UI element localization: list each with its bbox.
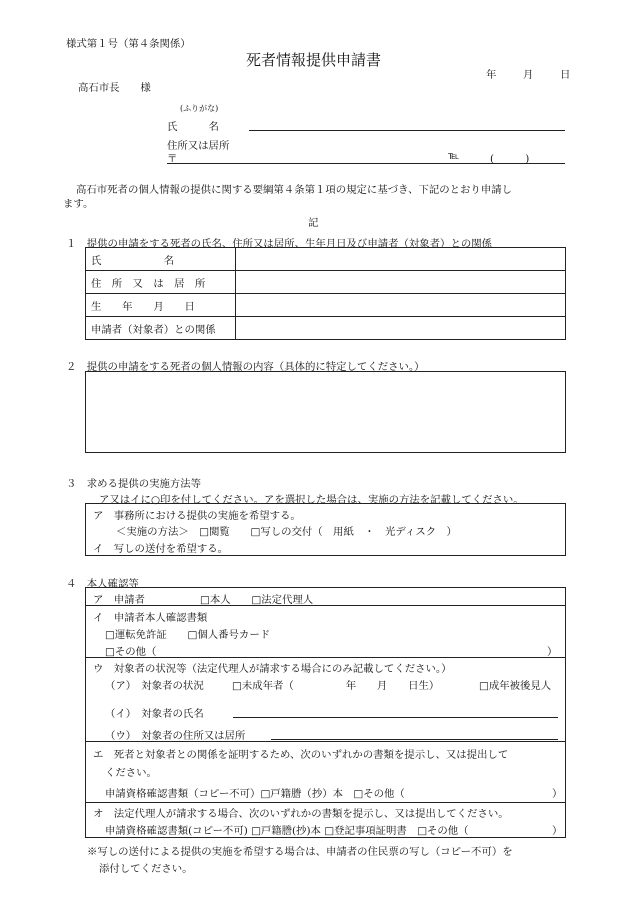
info-content-box[interactable] xyxy=(85,371,566,453)
divider-1 xyxy=(86,605,565,606)
relation-proof-line-2: ください。 xyxy=(105,767,157,779)
subject-name-label: （イ） 対象者の氏名 xyxy=(105,708,204,720)
form-number: 様式第１号（第４条関係） xyxy=(66,38,191,50)
method-options[interactable]: ＜実施の方法＞ □閲覧 □写しの交付（ 用紙 ・ 光ディスク ） xyxy=(116,526,457,538)
section2-heading: ２ 提供の申請をする死者の個人情報の内容（具体的に特定してください。） xyxy=(66,361,425,373)
divider-3 xyxy=(86,741,565,742)
section3-note: ア又はイに○印を付してください。アを選択した場合は、実施の方法を記載してください。 xyxy=(99,494,524,506)
date-year: 年 xyxy=(486,69,497,81)
id-docs-title: イ 申請者本人確認書類 xyxy=(93,612,208,624)
intro-line-1: 高石市死者の個人情報の提供に関する要綱第４条第１項の規定に基づき、下記のとおり申請し xyxy=(76,184,512,196)
subject-status-title: ウ 対象者の状況等（法定代理人が請求する場合にのみ記載してください。） xyxy=(93,663,452,675)
addressee: 高石市長 様 xyxy=(78,82,151,94)
tel-label: ℡ xyxy=(448,150,460,162)
applicant-type-options[interactable]: □本人 □法定代理人 xyxy=(200,594,314,606)
applicant-address-label: 住所又は居所 xyxy=(167,140,230,152)
section1-heading: １ 提供の申請をする死者の氏名、住所又は居所、生年月日及び申請者（対象者）との関係 xyxy=(66,238,493,250)
subject-status-ward[interactable]: □成年被後見人 xyxy=(479,680,552,692)
applicant-type-label: ア 申請者 xyxy=(93,594,145,606)
footnote-line-1: ※写しの送付による提供の実施を希望する場合は、申請者の住民票の写し（コピー不可）を xyxy=(87,846,513,858)
row-value-name[interactable] xyxy=(236,248,566,271)
relation-proof-line-1: エ 死者と対象者との関係を証明するため、次のいずれかの書類を提示し、又は提出して xyxy=(93,749,509,761)
divider-2 xyxy=(86,657,565,658)
divider-4 xyxy=(86,802,565,803)
intro-line-2: ます。 xyxy=(63,198,94,210)
subject-status-label: （ア） 対象者の状況 xyxy=(105,680,204,692)
ki-mark: 記 xyxy=(308,217,319,229)
row-label-name: 氏 名 xyxy=(86,248,236,271)
agent-docs-options[interactable]: 申請資格確認書類(コピー不可) □戸籍謄(抄)本 □登記事項証明書 □その他（ xyxy=(105,825,469,837)
subject-address-label: （ウ） 対象者の住所又は居所 xyxy=(105,730,246,742)
relation-proof-close: ） xyxy=(552,788,563,800)
date-day: 日 xyxy=(560,69,571,81)
row-label-birthdate: 生 年 月 日 xyxy=(86,294,236,317)
id-docs-other-close: ） xyxy=(547,646,558,658)
tel-paren: ( ) xyxy=(490,153,530,165)
option-i-mail[interactable]: イ 写しの送付を希望する。 xyxy=(93,543,229,555)
method-box xyxy=(85,503,566,556)
id-docs-options[interactable]: □運転免許証 □個人番号カード xyxy=(105,629,271,641)
applicant-name-label: 氏 名 xyxy=(167,121,219,133)
subject-name-line[interactable] xyxy=(233,717,558,718)
deceased-info-table xyxy=(85,247,566,340)
postal-mark: 〒 xyxy=(167,153,178,165)
row-value-birthdate[interactable] xyxy=(236,294,566,317)
subject-status-minor[interactable]: □未成年者（ 年 月 日生） xyxy=(232,680,440,692)
applicant-address-line[interactable] xyxy=(167,163,565,164)
agent-docs-close: ） xyxy=(552,825,563,837)
row-label-address: 住 所 又 は 居 所 xyxy=(86,271,236,294)
option-a-office[interactable]: ア 事務所における提供の実施を希望する。 xyxy=(93,510,301,522)
furigana-label: (ふりがな) xyxy=(180,104,219,113)
footnote-line-2: 添付してください。 xyxy=(99,863,193,875)
row-value-address[interactable] xyxy=(236,271,566,294)
section3-heading: ３ 求める提供の実施方法等 xyxy=(66,478,202,490)
page-title: 死者情報提供申請書 xyxy=(246,51,382,69)
date-month: 月 xyxy=(523,69,534,81)
agent-docs-line-1: オ 法定代理人が請求する場合、次のいずれかの書類を提示し、又は提出してください。 xyxy=(93,808,509,820)
section4-heading: ４ 本人確認等 xyxy=(66,578,139,590)
subject-address-line[interactable] xyxy=(271,739,558,740)
identity-box xyxy=(85,587,566,838)
row-value-relation[interactable] xyxy=(236,317,566,340)
id-docs-other[interactable]: □その他（ xyxy=(105,646,157,658)
relation-proof-docs[interactable]: 申請資格確認書類（コピー不可）□戸籍謄（抄）本 □その他（ xyxy=(105,788,405,800)
applicant-name-line[interactable] xyxy=(249,130,565,131)
row-label-relation: 申請者（対象者）との関係 xyxy=(86,317,236,340)
